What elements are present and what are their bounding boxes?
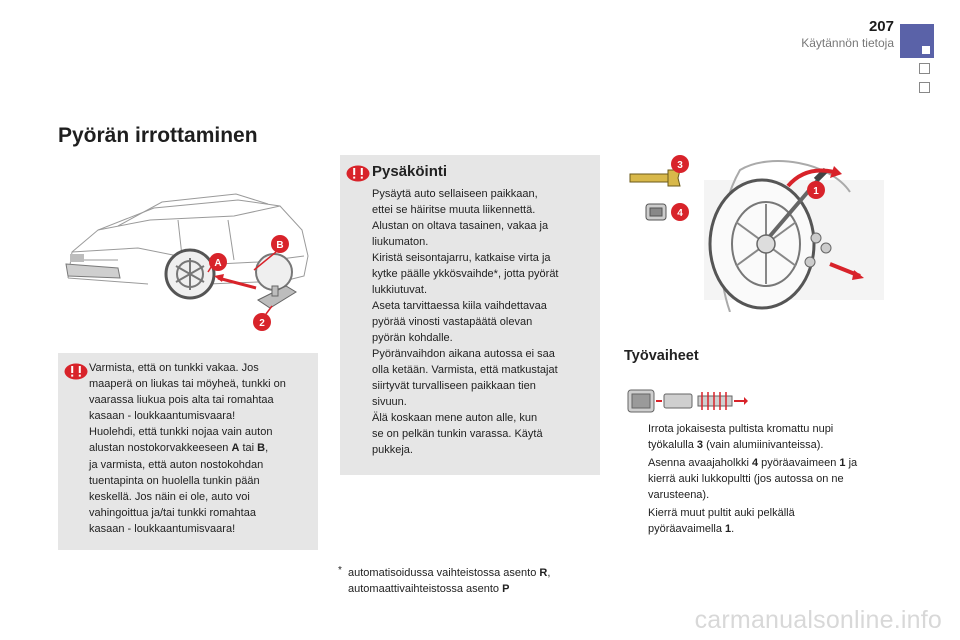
list-item: Asenna avaajaholkki 4 pyöräavaimeen 1 ja kierrä auki lukkopultti (jos autossa on ne varusteena). [648, 457, 858, 501]
wheel-removal-illustration [620, 152, 886, 312]
callout-3: 3 [677, 160, 683, 171]
section-tab-active[interactable] [900, 24, 934, 58]
list-item: Irrota jokaisesta pultista kromattu nupi työkalulla 3 (vain alumiinivanteissa). [648, 423, 834, 451]
warning-icon [64, 363, 88, 380]
steps-heading: Työvaiheet [624, 348, 699, 364]
parking-text: Pysäytä auto sellaiseen paikkaan, ettei se häiritse muuta liikennettä. Alustan on oltava tasainen, vakaa ja liukumaton. Kiristä seisontajarru, katkaise virta ja kytke päälle ykkösvaihde*, jotta pyörät lukkiutuvat. Aseta tarvittaessa kiila vaihdettavaa pyörää vinosti vastapäätä olevan pyörän kohdalle. Pyöränvaihdon aikana autossa ei saa olla ketään. Varmista, että matkustajat siirtyvät turvalliseen paikkaan tien sivuun. Älä koskaan mene auton alle, kun se on pelkän tunkin varassa. Käytä pukkeja. [372, 188, 559, 456]
parking-box [340, 155, 600, 475]
jack-warning-text: Varmista, että on tunkki vakaa. Jos maaperä on liukas tai möyheä, tunkki on vaarassa liukua pois alta tai romahtaa kasaan - loukkaantumisvaara! Huolehdi, että tunkki nojaa vain auton alustan nostokorvakkeeseen A tai B, ja varmista, että auton nostokohdan tuentapinta on huolella tunkin pään keskellä. Jos näin ei ole, auto voi vahingoittua ja/tai tunkki romahtaa kasaan - loukkaantumisvaara! [89, 362, 286, 535]
callout-a: A [214, 258, 222, 269]
page-number: 207 [868, 18, 894, 35]
warning-icon [346, 165, 370, 182]
section-tab[interactable] [919, 63, 930, 74]
page-title: Pyörän irrottaminen [58, 124, 258, 147]
list-item: Kierrä muut pultit auki pelkällä pyöräavaimella 1. [648, 507, 795, 535]
callout-2: 2 [259, 318, 265, 329]
footnote-mark: * [338, 565, 342, 576]
section-title: Käytännön tietoja [801, 36, 894, 50]
parking-heading: Pysäköinti [372, 163, 448, 180]
socket-tool-illustration [624, 380, 748, 420]
steps-list [624, 421, 909, 539]
footnote: * automatisoidussa vaihteistossa asento R, automaattivaihteistossa asento P [338, 565, 551, 595]
callout-1: 1 [813, 186, 819, 197]
car-jack-illustration [58, 160, 318, 340]
jack-warning-box [58, 353, 318, 550]
callout-b: B [276, 240, 284, 251]
section-tab[interactable] [919, 82, 930, 93]
watermark: carmanualsonline.info [694, 606, 942, 634]
callout-4: 4 [677, 208, 683, 219]
